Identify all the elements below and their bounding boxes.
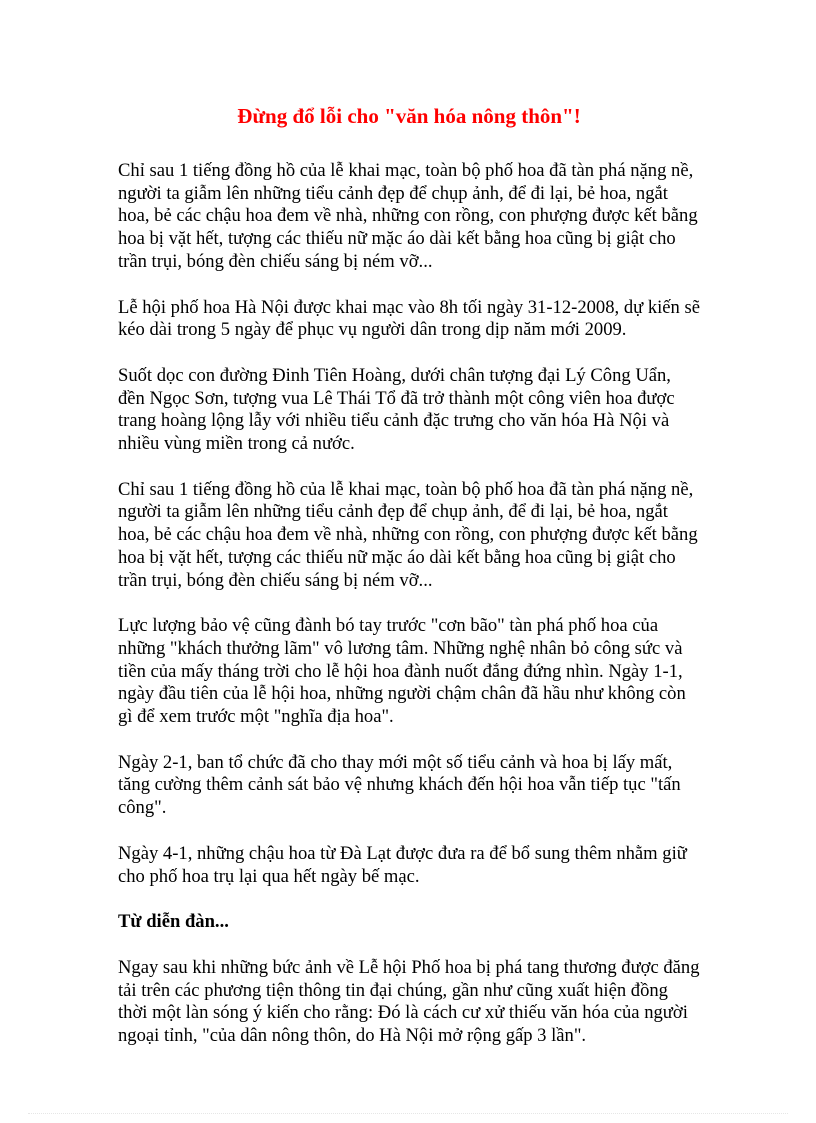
paragraph-2: Lễ hội phố hoa Hà Nội được khai mạc vào 8h tối ngày 31-12-2008, dự kiến sẽ kéo dài trong 5 ngày để phục vụ người dân trong dịp năm mới 2009. [118, 296, 700, 341]
paragraph-6: Ngày 2-1, ban tổ chức đã cho thay mới một số tiểu cảnh và hoa bị lấy mất, tăng cường thêm cảnh sát bảo vệ nhưng khách đến hội hoa vẫn tiếp tục "tấn công". [118, 751, 681, 819]
article-title: Đừng đổ lỗi cho "văn hóa nông thôn"! [237, 104, 581, 128]
section-subheading: Từ diễn đàn... [118, 911, 229, 933]
page-bottom-divider [28, 1113, 788, 1114]
paragraph-1: Chỉ sau 1 tiếng đồng hồ của lễ khai mạc, toàn bộ phố hoa đã tàn phá nặng nề, người ta giẫm lên những tiểu cảnh đẹp để chụp ảnh, để đi lại, bẻ hoa, ngắt hoa, bẻ các chậu hoa đem về nhà, những con rồng, con phượng được kết bằng hoa bị vặt hết, tượng các thiếu nữ mặc áo dài kết bằng hoa cũng bị giật cho trần trụi, bóng đèn chiếu sáng bị ném vỡ... [118, 160, 698, 272]
paragraph-7: Ngày 4-1, những chậu hoa từ Đà Lạt được đưa ra để bổ sung thêm nhằm giữ cho phố hoa trụ lại qua hết ngày bế mạc. [118, 842, 687, 887]
paragraph-4: Chỉ sau 1 tiếng đồng hồ của lễ khai mạc, toàn bộ phố hoa đã tàn phá nặng nề, người ta giẫm lên những tiểu cảnh đẹp để chụp ảnh, để đi lại, bẻ hoa, ngắt hoa, bẻ các chậu hoa đem về nhà, những con rồng, con phượng được kết bằng hoa bị vặt hết, tượng các thiếu nữ mặc áo dài kết bằng hoa cũng bị giật cho trần trụi, bóng đèn chiếu sáng bị ném vỡ... [118, 478, 698, 591]
closing-paragraph: Ngay sau khi những bức ảnh về Lễ hội Phố hoa bị phá tang thương được đăng tải trên các phương tiện thông tin đại chúng, gần như cũng xuất hiện đồng thời một làn sóng ý kiến cho rằng: Đó là cách cư xử thiếu văn hóa của người ngoại tỉnh, "của dân nông thôn, do Hà Nội mở rộng gấp 3 lần". [118, 956, 700, 1047]
paragraph-5: Lực lượng bảo vệ cũng đành bó tay trước "cơn bão" tàn phá phố hoa của những "khách thưởng lãm" vô lương tâm. Những nghệ nhân bỏ công sức và tiền của mấy tháng trời cho lễ hội hoa đành nuốt đắng đứng nhìn. Ngày 1-1, ngày đầu tiên của lễ hội hoa, những người chậm chân đã hầu như không còn gì để xem trước một "nghĩa địa hoa". [118, 615, 686, 728]
paragraph-3: Suốt dọc con đường Đinh Tiên Hoàng, dưới chân tượng đại Lý Công Uẩn, đền Ngọc Sơn, tượng vua Lê Thái Tổ đã trở thành một công viên hoa được trang hoàng lộng lẫy với nhiều tiểu cảnh đặc trưng cho văn hóa Hà Nội và nhiều vùng miền trong cả nước. [118, 364, 675, 455]
